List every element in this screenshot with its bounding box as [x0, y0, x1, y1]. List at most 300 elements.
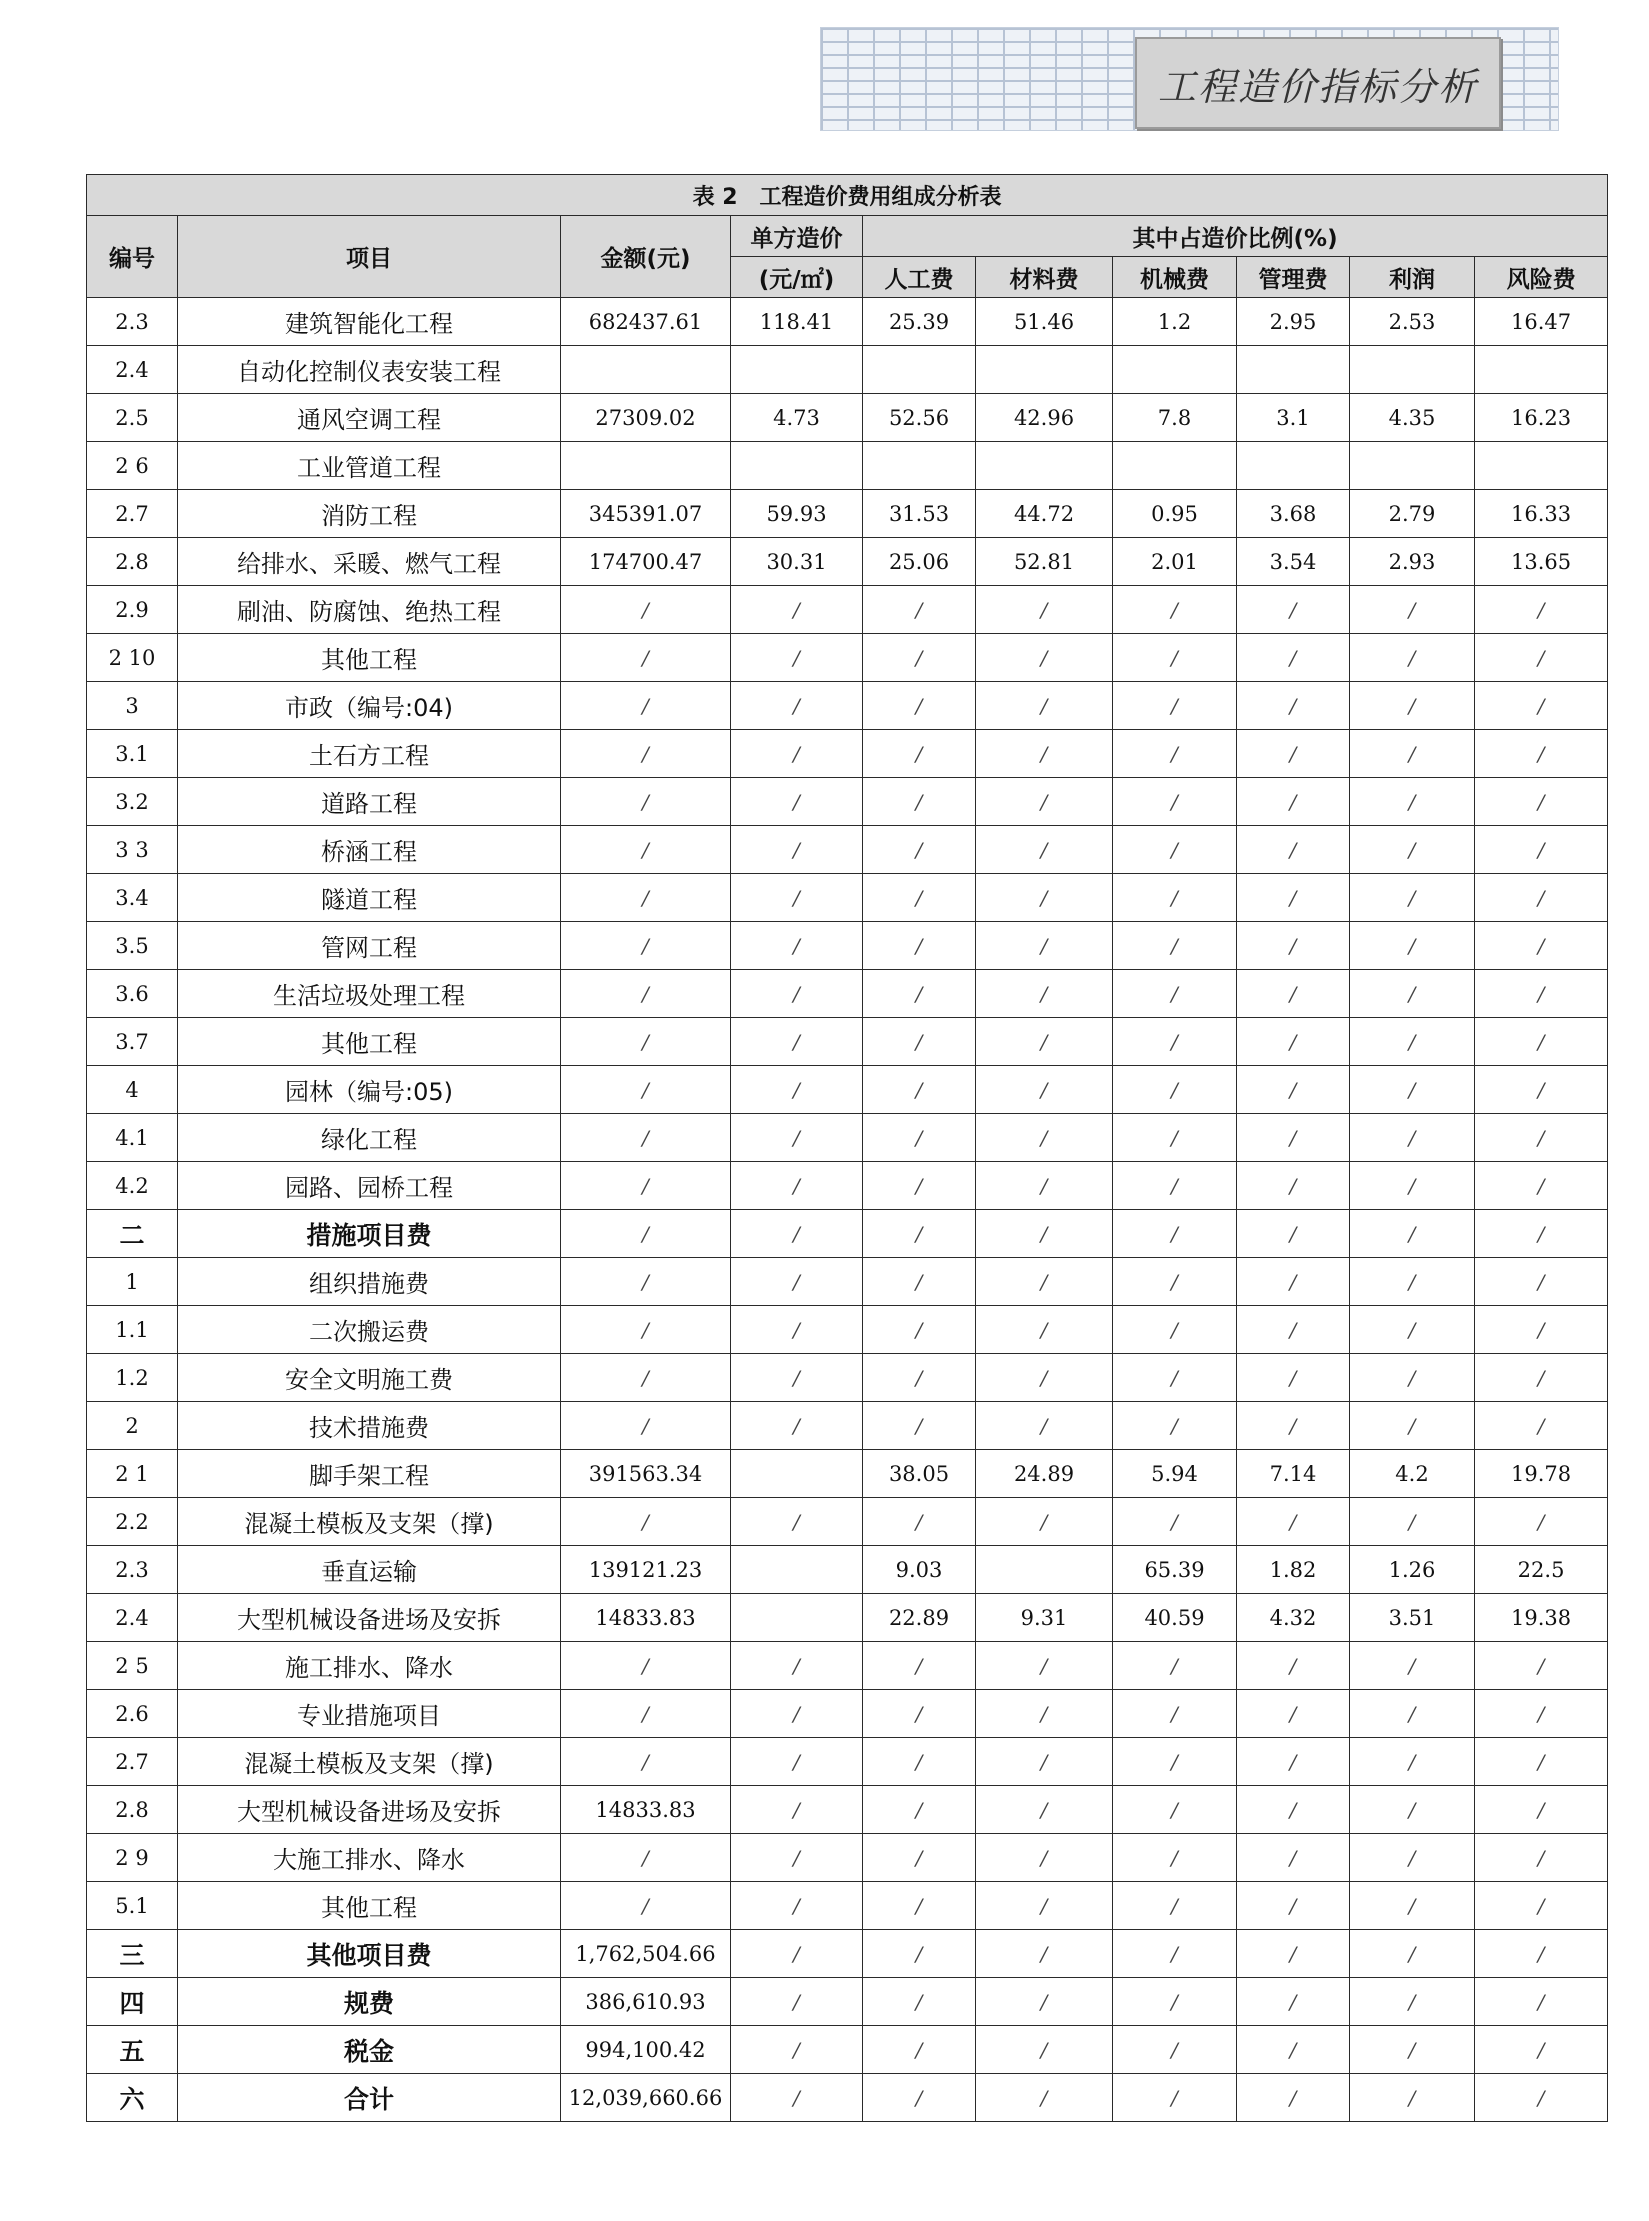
- cell-amount: /: [561, 1690, 731, 1738]
- cell-risk: /: [1475, 778, 1608, 826]
- cell-management: /: [1237, 1354, 1350, 1402]
- cell-amount: /: [561, 586, 731, 634]
- cell-machine: /: [1113, 1930, 1237, 1978]
- cell-risk: /: [1475, 1018, 1608, 1066]
- table-row: [87, 922, 1608, 970]
- banner-title: 工程造价指标分析: [1157, 64, 1478, 109]
- cell-profit: 2.93: [1350, 538, 1475, 586]
- cell-profit: /: [1350, 826, 1475, 874]
- cell-risk: /: [1475, 1690, 1608, 1738]
- cell-material: /: [976, 1690, 1113, 1738]
- cell-risk: /: [1475, 1498, 1608, 1546]
- cell-profit: /: [1350, 1018, 1475, 1066]
- cell-risk: /: [1475, 874, 1608, 922]
- cell-management: 1.82: [1237, 1546, 1350, 1594]
- cell-unit-cost: /: [731, 1306, 863, 1354]
- cell-unit-cost: /: [731, 586, 863, 634]
- cell-risk: 19.78: [1475, 1450, 1608, 1498]
- cell-amount: [561, 346, 731, 394]
- cell-labor: /: [863, 634, 976, 682]
- cell-item: 隧道工程: [178, 874, 561, 922]
- cell-amount: /: [561, 1066, 731, 1114]
- cell-management: /: [1237, 586, 1350, 634]
- header-profit: 利润: [1350, 257, 1475, 298]
- cell-amount: 391563.34: [561, 1450, 731, 1498]
- cell-amount: /: [561, 1354, 731, 1402]
- cell-no: 2.8: [87, 538, 178, 586]
- table-row: [87, 1546, 1608, 1594]
- cell-labor: /: [863, 970, 976, 1018]
- cell-machine: [1113, 442, 1237, 490]
- cell-item: 园林（编号:05): [178, 1066, 561, 1114]
- cell-profit: /: [1350, 1978, 1475, 2026]
- cell-amount: /: [561, 634, 731, 682]
- cell-labor: /: [863, 1786, 976, 1834]
- cell-material: /: [976, 1210, 1113, 1258]
- header-management: 管理费: [1237, 257, 1350, 298]
- cell-risk: [1475, 346, 1608, 394]
- table-row: [87, 1690, 1608, 1738]
- table-row: [87, 2026, 1608, 2074]
- cell-item: 大施工排水、降水: [178, 1834, 561, 1882]
- table-row: [87, 1114, 1608, 1162]
- cell-profit: /: [1350, 922, 1475, 970]
- cell-no: 1.1: [87, 1306, 178, 1354]
- cell-item: 措施项目费: [178, 1210, 561, 1258]
- cell-material: /: [976, 1306, 1113, 1354]
- cell-material: [976, 442, 1113, 490]
- cell-management: /: [1237, 1210, 1350, 1258]
- cell-management: /: [1237, 1930, 1350, 1978]
- cell-material: /: [976, 1018, 1113, 1066]
- cell-machine: /: [1113, 1786, 1237, 1834]
- cell-amount: 345391.07: [561, 490, 731, 538]
- header-amount: 金额(元): [561, 216, 731, 298]
- cell-no: 3.6: [87, 970, 178, 1018]
- cell-material: /: [976, 2074, 1113, 2122]
- cell-management: /: [1237, 1882, 1350, 1930]
- cell-machine: /: [1113, 874, 1237, 922]
- cell-profit: /: [1350, 1258, 1475, 1306]
- cell-management: /: [1237, 1834, 1350, 1882]
- cell-profit: /: [1350, 1210, 1475, 1258]
- cell-risk: /: [1475, 1786, 1608, 1834]
- cell-material: /: [976, 2026, 1113, 2074]
- header-no: 编号: [87, 216, 178, 298]
- cell-labor: 25.39: [863, 298, 976, 346]
- cell-material: 24.89: [976, 1450, 1113, 1498]
- cell-risk: /: [1475, 1210, 1608, 1258]
- cell-labor: 22.89: [863, 1594, 976, 1642]
- cell-profit: /: [1350, 682, 1475, 730]
- cell-labor: /: [863, 1690, 976, 1738]
- cell-profit: 1.26: [1350, 1546, 1475, 1594]
- cell-no: 2 5: [87, 1642, 178, 1690]
- cell-material: /: [976, 1786, 1113, 1834]
- cell-risk: 16.23: [1475, 394, 1608, 442]
- cell-management: /: [1237, 1114, 1350, 1162]
- cell-no: 1: [87, 1258, 178, 1306]
- cell-management: /: [1237, 730, 1350, 778]
- table-row: [87, 1498, 1608, 1546]
- cell-profit: /: [1350, 1162, 1475, 1210]
- cell-profit: /: [1350, 634, 1475, 682]
- cell-no: 2.3: [87, 1546, 178, 1594]
- cell-labor: /: [863, 2026, 976, 2074]
- cell-unit-cost: /: [731, 1498, 863, 1546]
- cell-material: [976, 346, 1113, 394]
- cell-amount: 386,610.93: [561, 1978, 731, 2026]
- table-caption: 表 2 工程造价费用组成分析表: [87, 175, 1608, 216]
- cell-amount: /: [561, 1258, 731, 1306]
- table-row: [87, 682, 1608, 730]
- cell-labor: /: [863, 1642, 976, 1690]
- table-row: [87, 970, 1608, 1018]
- cell-profit: /: [1350, 1786, 1475, 1834]
- cell-profit: /: [1350, 1690, 1475, 1738]
- cell-labor: /: [863, 1498, 976, 1546]
- cell-machine: /: [1113, 1114, 1237, 1162]
- cell-profit: /: [1350, 730, 1475, 778]
- cell-machine: /: [1113, 682, 1237, 730]
- cell-material: 51.46: [976, 298, 1113, 346]
- cell-machine: 7.8: [1113, 394, 1237, 442]
- cell-management: 2.95: [1237, 298, 1350, 346]
- cell-machine: /: [1113, 1978, 1237, 2026]
- cell-item: 其他工程: [178, 1882, 561, 1930]
- cell-machine: /: [1113, 2026, 1237, 2074]
- cell-labor: /: [863, 1210, 976, 1258]
- cell-labor: /: [863, 1738, 976, 1786]
- cell-profit: /: [1350, 1738, 1475, 1786]
- cell-labor: [863, 442, 976, 490]
- cell-machine: /: [1113, 1162, 1237, 1210]
- table-row: [87, 298, 1608, 346]
- cell-amount: 14833.83: [561, 1594, 731, 1642]
- cell-amount: /: [561, 1642, 731, 1690]
- cell-no: 3.4: [87, 874, 178, 922]
- cell-material: /: [976, 1738, 1113, 1786]
- cell-no: 2.2: [87, 1498, 178, 1546]
- cell-item: 合计: [178, 2074, 561, 2122]
- cell-risk: /: [1475, 1978, 1608, 2026]
- cell-material: /: [976, 1114, 1113, 1162]
- cell-no: 2: [87, 1402, 178, 1450]
- cell-machine: /: [1113, 1066, 1237, 1114]
- cell-risk: /: [1475, 2074, 1608, 2122]
- header-unit-cost-unit: (元/㎡): [731, 257, 863, 298]
- table-row: [87, 634, 1608, 682]
- cell-profit: /: [1350, 586, 1475, 634]
- cell-no: 六: [87, 2074, 178, 2122]
- cell-unit-cost: /: [731, 1882, 863, 1930]
- cell-risk: /: [1475, 682, 1608, 730]
- cell-risk: /: [1475, 1930, 1608, 1978]
- cell-no: 4: [87, 1066, 178, 1114]
- cell-material: /: [976, 1162, 1113, 1210]
- table-row: [87, 1354, 1608, 1402]
- cell-unit-cost: /: [731, 1738, 863, 1786]
- cell-no: 3.2: [87, 778, 178, 826]
- cell-labor: /: [863, 922, 976, 970]
- cell-labor: /: [863, 778, 976, 826]
- cell-item: 建筑智能化工程: [178, 298, 561, 346]
- cell-amount: 994,100.42: [561, 2026, 731, 2074]
- cell-item: 大型机械设备进场及安拆: [178, 1594, 561, 1642]
- cell-labor: /: [863, 1114, 976, 1162]
- cell-item: 园路、园桥工程: [178, 1162, 561, 1210]
- cell-item: 工业管道工程: [178, 442, 561, 490]
- cell-amount: /: [561, 1402, 731, 1450]
- cell-item: 消防工程: [178, 490, 561, 538]
- cell-labor: /: [863, 874, 976, 922]
- table-row: [87, 1594, 1608, 1642]
- cell-amount: 27309.02: [561, 394, 731, 442]
- header-material: 材料费: [976, 257, 1113, 298]
- cell-item: 规费: [178, 1978, 561, 2026]
- cell-no: 1.2: [87, 1354, 178, 1402]
- cell-unit-cost: /: [731, 1690, 863, 1738]
- cell-profit: /: [1350, 970, 1475, 1018]
- cell-risk: 16.47: [1475, 298, 1608, 346]
- cell-management: /: [1237, 2074, 1350, 2122]
- cell-no: 3: [87, 682, 178, 730]
- cell-unit-cost: /: [731, 1066, 863, 1114]
- cell-amount: /: [561, 1210, 731, 1258]
- cell-risk: /: [1475, 1354, 1608, 1402]
- cell-material: /: [976, 682, 1113, 730]
- cell-management: 3.68: [1237, 490, 1350, 538]
- header-item: 项目: [178, 216, 561, 298]
- cell-material: 44.72: [976, 490, 1113, 538]
- cell-amount: /: [561, 1882, 731, 1930]
- table-row: [87, 1450, 1608, 1498]
- cell-machine: 65.39: [1113, 1546, 1237, 1594]
- table-row: [87, 490, 1608, 538]
- cell-material: /: [976, 1402, 1113, 1450]
- cell-profit: /: [1350, 2026, 1475, 2074]
- cell-management: 7.14: [1237, 1450, 1350, 1498]
- cell-amount: 1,762,504.66: [561, 1930, 731, 1978]
- table-row: [87, 346, 1608, 394]
- table-row: [87, 874, 1608, 922]
- cell-labor: /: [863, 1066, 976, 1114]
- cell-unit-cost: /: [731, 1930, 863, 1978]
- cell-material: /: [976, 874, 1113, 922]
- cell-profit: /: [1350, 1498, 1475, 1546]
- cell-material: /: [976, 1354, 1113, 1402]
- cell-labor: 25.06: [863, 538, 976, 586]
- cell-no: 3.7: [87, 1018, 178, 1066]
- cell-risk: /: [1475, 1882, 1608, 1930]
- table-row: [87, 1930, 1608, 1978]
- cell-amount: /: [561, 1018, 731, 1066]
- cell-item: 技术措施费: [178, 1402, 561, 1450]
- cell-material: /: [976, 1642, 1113, 1690]
- cell-unit-cost: 59.93: [731, 490, 863, 538]
- cell-risk: /: [1475, 1834, 1608, 1882]
- cell-item: 组织措施费: [178, 1258, 561, 1306]
- cell-management: /: [1237, 1306, 1350, 1354]
- cell-amount: /: [561, 682, 731, 730]
- cell-material: /: [976, 586, 1113, 634]
- cell-machine: /: [1113, 2074, 1237, 2122]
- table-row: [87, 1642, 1608, 1690]
- cell-machine: /: [1113, 586, 1237, 634]
- cell-management: /: [1237, 634, 1350, 682]
- header-unit-cost: 单方造价: [731, 216, 863, 257]
- cell-profit: /: [1350, 1354, 1475, 1402]
- table-row: [87, 1210, 1608, 1258]
- cell-machine: /: [1113, 922, 1237, 970]
- cell-item: 混凝土模板及支架（撑): [178, 1738, 561, 1786]
- cell-machine: /: [1113, 970, 1237, 1018]
- cell-risk: [1475, 442, 1608, 490]
- cell-amount: /: [561, 1834, 731, 1882]
- cell-labor: /: [863, 1978, 976, 2026]
- cell-profit: 2.79: [1350, 490, 1475, 538]
- cell-management: /: [1237, 874, 1350, 922]
- cell-material: /: [976, 1834, 1113, 1882]
- cell-amount: /: [561, 874, 731, 922]
- cell-material: /: [976, 1066, 1113, 1114]
- cell-profit: 2.53: [1350, 298, 1475, 346]
- cell-risk: /: [1475, 970, 1608, 1018]
- cell-no: 3.5: [87, 922, 178, 970]
- cell-amount: /: [561, 1738, 731, 1786]
- cell-item: 混凝土模板及支架（撑): [178, 1498, 561, 1546]
- table-row: [87, 586, 1608, 634]
- cell-unit-cost: /: [731, 1354, 863, 1402]
- cell-no: 2.5: [87, 394, 178, 442]
- cell-amount: 139121.23: [561, 1546, 731, 1594]
- cell-machine: 0.95: [1113, 490, 1237, 538]
- cell-no: 2 1: [87, 1450, 178, 1498]
- cell-unit-cost: /: [731, 1978, 863, 2026]
- cell-risk: 22.5: [1475, 1546, 1608, 1594]
- cell-material: /: [976, 1882, 1113, 1930]
- cell-management: /: [1237, 1162, 1350, 1210]
- cell-material: 42.96: [976, 394, 1113, 442]
- cell-labor: /: [863, 826, 976, 874]
- cell-unit-cost: /: [731, 1402, 863, 1450]
- cell-risk: /: [1475, 586, 1608, 634]
- cell-machine: /: [1113, 1882, 1237, 1930]
- cell-machine: /: [1113, 1738, 1237, 1786]
- cell-labor: 31.53: [863, 490, 976, 538]
- cell-unit-cost: /: [731, 1162, 863, 1210]
- cell-material: /: [976, 1258, 1113, 1306]
- cell-no: 2.7: [87, 490, 178, 538]
- cell-no: 2 9: [87, 1834, 178, 1882]
- table-row: [87, 1066, 1608, 1114]
- cell-labor: /: [863, 682, 976, 730]
- cell-profit: /: [1350, 1306, 1475, 1354]
- cell-management: /: [1237, 682, 1350, 730]
- cell-management: /: [1237, 1690, 1350, 1738]
- cell-no: 2 10: [87, 634, 178, 682]
- cell-material: /: [976, 826, 1113, 874]
- cell-material: /: [976, 634, 1113, 682]
- cell-unit-cost: /: [731, 682, 863, 730]
- cell-management: /: [1237, 778, 1350, 826]
- cell-management: /: [1237, 1258, 1350, 1306]
- table-row: [87, 1738, 1608, 1786]
- cell-material: [976, 1546, 1113, 1594]
- cell-labor: 9.03: [863, 1546, 976, 1594]
- cell-labor: [863, 346, 976, 394]
- cell-item: 施工排水、降水: [178, 1642, 561, 1690]
- cell-no: 4.1: [87, 1114, 178, 1162]
- cell-unit-cost: 118.41: [731, 298, 863, 346]
- cell-unit-cost: [731, 1546, 863, 1594]
- cell-management: 4.32: [1237, 1594, 1350, 1642]
- table-row: [87, 1834, 1608, 1882]
- cell-item: 生活垃圾处理工程: [178, 970, 561, 1018]
- cell-machine: 40.59: [1113, 1594, 1237, 1642]
- cell-no: 三: [87, 1930, 178, 1978]
- cell-profit: /: [1350, 1066, 1475, 1114]
- cell-profit: /: [1350, 1882, 1475, 1930]
- cell-labor: /: [863, 1162, 976, 1210]
- cell-no: 2.4: [87, 346, 178, 394]
- cell-machine: /: [1113, 1642, 1237, 1690]
- cell-profit: /: [1350, 1114, 1475, 1162]
- cell-profit: 4.35: [1350, 394, 1475, 442]
- cell-unit-cost: /: [731, 634, 863, 682]
- table-row: [87, 778, 1608, 826]
- cell-profit: 4.2: [1350, 1450, 1475, 1498]
- cell-unit-cost: 30.31: [731, 538, 863, 586]
- cell-unit-cost: [731, 346, 863, 394]
- cell-profit: /: [1350, 1642, 1475, 1690]
- cell-management: /: [1237, 1978, 1350, 2026]
- cell-risk: /: [1475, 2026, 1608, 2074]
- cell-item: 桥涵工程: [178, 826, 561, 874]
- cell-machine: /: [1113, 634, 1237, 682]
- cell-amount: /: [561, 1162, 731, 1210]
- cell-no: 3 3: [87, 826, 178, 874]
- cell-no: 2 6: [87, 442, 178, 490]
- cell-item: 绿化工程: [178, 1114, 561, 1162]
- cell-unit-cost: /: [731, 1114, 863, 1162]
- cell-item: 道路工程: [178, 778, 561, 826]
- cell-item: 通风空调工程: [178, 394, 561, 442]
- cell-unit-cost: [731, 1594, 863, 1642]
- cell-profit: /: [1350, 1930, 1475, 1978]
- cell-risk: /: [1475, 1114, 1608, 1162]
- cell-item: 大型机械设备进场及安拆: [178, 1786, 561, 1834]
- cell-labor: 38.05: [863, 1450, 976, 1498]
- cell-labor: /: [863, 1882, 976, 1930]
- cell-machine: /: [1113, 1402, 1237, 1450]
- cell-unit-cost: [731, 1450, 863, 1498]
- cell-management: /: [1237, 1642, 1350, 1690]
- table-row: [87, 1786, 1608, 1834]
- cell-risk: /: [1475, 730, 1608, 778]
- cell-item: 市政（编号:04): [178, 682, 561, 730]
- table-row: [87, 394, 1608, 442]
- cell-unit-cost: /: [731, 1258, 863, 1306]
- table-row: [87, 1882, 1608, 1930]
- cell-labor: /: [863, 586, 976, 634]
- cell-item: 专业措施项目: [178, 1690, 561, 1738]
- cell-amount: /: [561, 1498, 731, 1546]
- cell-risk: /: [1475, 1306, 1608, 1354]
- cell-amount: /: [561, 778, 731, 826]
- table-row: [87, 1018, 1608, 1066]
- cell-item: 给排水、采暖、燃气工程: [178, 538, 561, 586]
